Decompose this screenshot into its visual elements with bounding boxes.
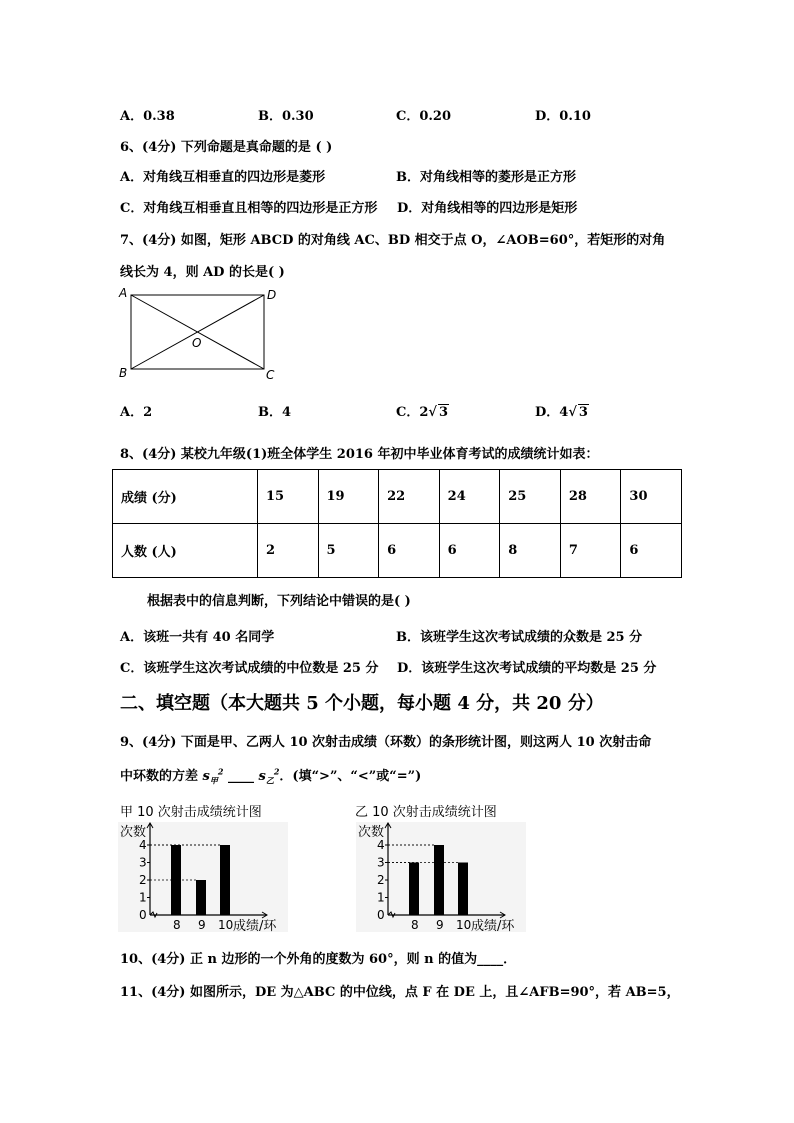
q7-option-d bbox=[535, 401, 589, 420]
y-tick-label: 0 bbox=[139, 908, 147, 922]
table-cell: 30 bbox=[621, 470, 682, 524]
table-header-cell: 成绩 (分) bbox=[113, 470, 258, 524]
q7-stem-line2: 线长为 4，则 AD 的长是( ) bbox=[120, 265, 285, 280]
q6-option-d: D．对角线相等的四边形是矩形 bbox=[397, 201, 578, 216]
chart-yi-title: 乙 10 次射击成绩统计图 bbox=[355, 805, 497, 820]
variance-jia: $s_甲^2$ bbox=[202, 766, 224, 786]
table-row bbox=[113, 524, 682, 578]
q7-option-c-radicand: 3 bbox=[438, 405, 448, 420]
q5-option-c: C．0.20 bbox=[396, 109, 452, 124]
table-cell: 6 bbox=[379, 524, 440, 578]
x-tick-label: 10 bbox=[218, 918, 234, 932]
y-tick-label: 2 bbox=[139, 873, 147, 887]
table-cell: 22 bbox=[379, 470, 440, 524]
table-cell: 6 bbox=[621, 524, 682, 578]
q11-stem: 11、(4分) 如图所示，DE 为△ABC 的中位线，点 F 在 DE 上，且∠AFB=90°，若 AB=5， bbox=[120, 985, 680, 1000]
bar bbox=[409, 863, 419, 916]
bar bbox=[434, 845, 444, 915]
y-tick-label: 1 bbox=[139, 890, 147, 905]
table-cell: 6 bbox=[439, 524, 500, 578]
q10-stem: 10、(4分) 正 n 边形的一个外角的度数为 60°，则 n 的值为____． bbox=[120, 952, 517, 967]
chart-jia bbox=[112, 822, 292, 940]
table-row bbox=[113, 470, 682, 524]
y-tick-label: 3 bbox=[377, 855, 385, 870]
y-tick-label: 4 bbox=[139, 838, 147, 852]
x-axis-label: 成绩/环 bbox=[233, 919, 277, 934]
chart-jia-title: 甲 10 次射击成绩统计图 bbox=[120, 805, 262, 820]
table-cell: 5 bbox=[318, 524, 379, 578]
table-cell: 7 bbox=[560, 524, 621, 578]
q8-option-a: A．该班一共有 40 名同学 bbox=[120, 630, 275, 645]
x-tick-label: 8 bbox=[173, 918, 181, 932]
x-tick-label: 8 bbox=[411, 918, 419, 932]
table-cell: 24 bbox=[439, 470, 500, 524]
q9-text-a: 中环数的方差 bbox=[120, 769, 199, 784]
q6-option-b: B．对角线相等的菱形是正方形 bbox=[396, 170, 576, 185]
q7-option-d-radicand: 3 bbox=[578, 405, 588, 420]
rectangle-figure bbox=[115, 285, 285, 385]
label-a: A bbox=[119, 286, 128, 300]
score-table bbox=[112, 469, 682, 578]
q7-option-d-label: D．4 bbox=[535, 405, 569, 420]
label-d: D bbox=[267, 288, 277, 302]
q7-stem-line1: 7、(4分) 如图，矩形 ABCD 的对角线 AC、BD 相交于点 O，∠AOB=60°，若矩形的对角 bbox=[120, 233, 666, 248]
variance-yi: $s_乙^2$ bbox=[258, 766, 280, 786]
bar bbox=[196, 880, 206, 915]
q5-option-a: A．0.38 bbox=[120, 109, 175, 124]
bar bbox=[220, 845, 230, 915]
x-axis-label: 成绩/环 bbox=[471, 919, 515, 934]
table-cell: 28 bbox=[560, 470, 621, 524]
x-tick-label: 10 bbox=[456, 918, 472, 932]
table-cell: 8 bbox=[500, 524, 561, 578]
table-cell: 19 bbox=[318, 470, 379, 524]
q9-stem-line1: 9、(4分) 下面是甲、乙两人 10 次射击成绩（环数）的条形统计图，则这两人 10 次射击命 bbox=[120, 735, 652, 750]
q7-option-a: A．2 bbox=[120, 405, 153, 420]
q6-option-c: C．对角线互相垂直且相等的四边形是正方形 bbox=[120, 201, 378, 216]
y-tick-label: 0 bbox=[377, 908, 385, 922]
y-tick-label: 4 bbox=[377, 838, 385, 852]
table-cell: 2 bbox=[257, 524, 318, 578]
x-tick-label: 9 bbox=[436, 918, 444, 932]
label-b: B bbox=[119, 366, 128, 380]
x-tick-label: 9 bbox=[198, 918, 206, 932]
y-axis-label: 次数 bbox=[358, 825, 385, 840]
q8-prompt: 根据表中的信息判断，下列结论中错误的是( ) bbox=[147, 594, 411, 609]
y-tick-label: 2 bbox=[377, 873, 385, 887]
table-cell: 25 bbox=[500, 470, 561, 524]
table-header-cell: 人数 (人) bbox=[113, 524, 258, 578]
label-c: C bbox=[266, 368, 275, 382]
q8-option-d: D．该班学生这次考试成绩的平均数是 25 分 bbox=[397, 661, 657, 676]
bar bbox=[458, 863, 468, 916]
q6-option-a: A．对角线互相垂直的四边形是菱形 bbox=[120, 170, 326, 185]
q7-option-c bbox=[396, 401, 449, 420]
q9-text-b: ．(填“>”、“<”或“=”) bbox=[279, 769, 422, 784]
sqrt-icon: √ 3 bbox=[568, 405, 588, 420]
section-title: 二、填空题（本大题共 5 个小题，每小题 4 分，共 20 分） bbox=[120, 693, 604, 714]
q7-option-c-label: C．2 bbox=[396, 405, 429, 420]
q8-option-c: C．该班学生这次考试成绩的中位数是 25 分 bbox=[120, 661, 379, 676]
q9-stem-line2 bbox=[120, 765, 421, 787]
sqrt-icon: √ 3 bbox=[428, 405, 448, 420]
q5-option-b: B．0.30 bbox=[258, 109, 314, 124]
q7-option-b: B．4 bbox=[258, 405, 292, 420]
q5-option-d: D．0.10 bbox=[535, 109, 591, 124]
label-o: O bbox=[192, 336, 202, 350]
y-axis-label: 次数 bbox=[120, 825, 147, 840]
y-tick-label: 3 bbox=[139, 855, 147, 870]
chart-yi bbox=[350, 822, 530, 940]
answer-blank[interactable]: ____ bbox=[227, 769, 254, 784]
q8-stem: 8、(4分) 某校九年级(1)班全体学生 2016 年初中毕业体育考试的成绩统计如表： bbox=[120, 447, 599, 462]
q6-stem: 6、(4分) 下列命题是真命题的是 ( ) bbox=[120, 140, 333, 155]
q8-option-b: B．该班学生这次考试成绩的众数是 25 分 bbox=[396, 630, 643, 645]
y-tick-label: 1 bbox=[377, 890, 385, 905]
table-cell: 15 bbox=[257, 470, 318, 524]
